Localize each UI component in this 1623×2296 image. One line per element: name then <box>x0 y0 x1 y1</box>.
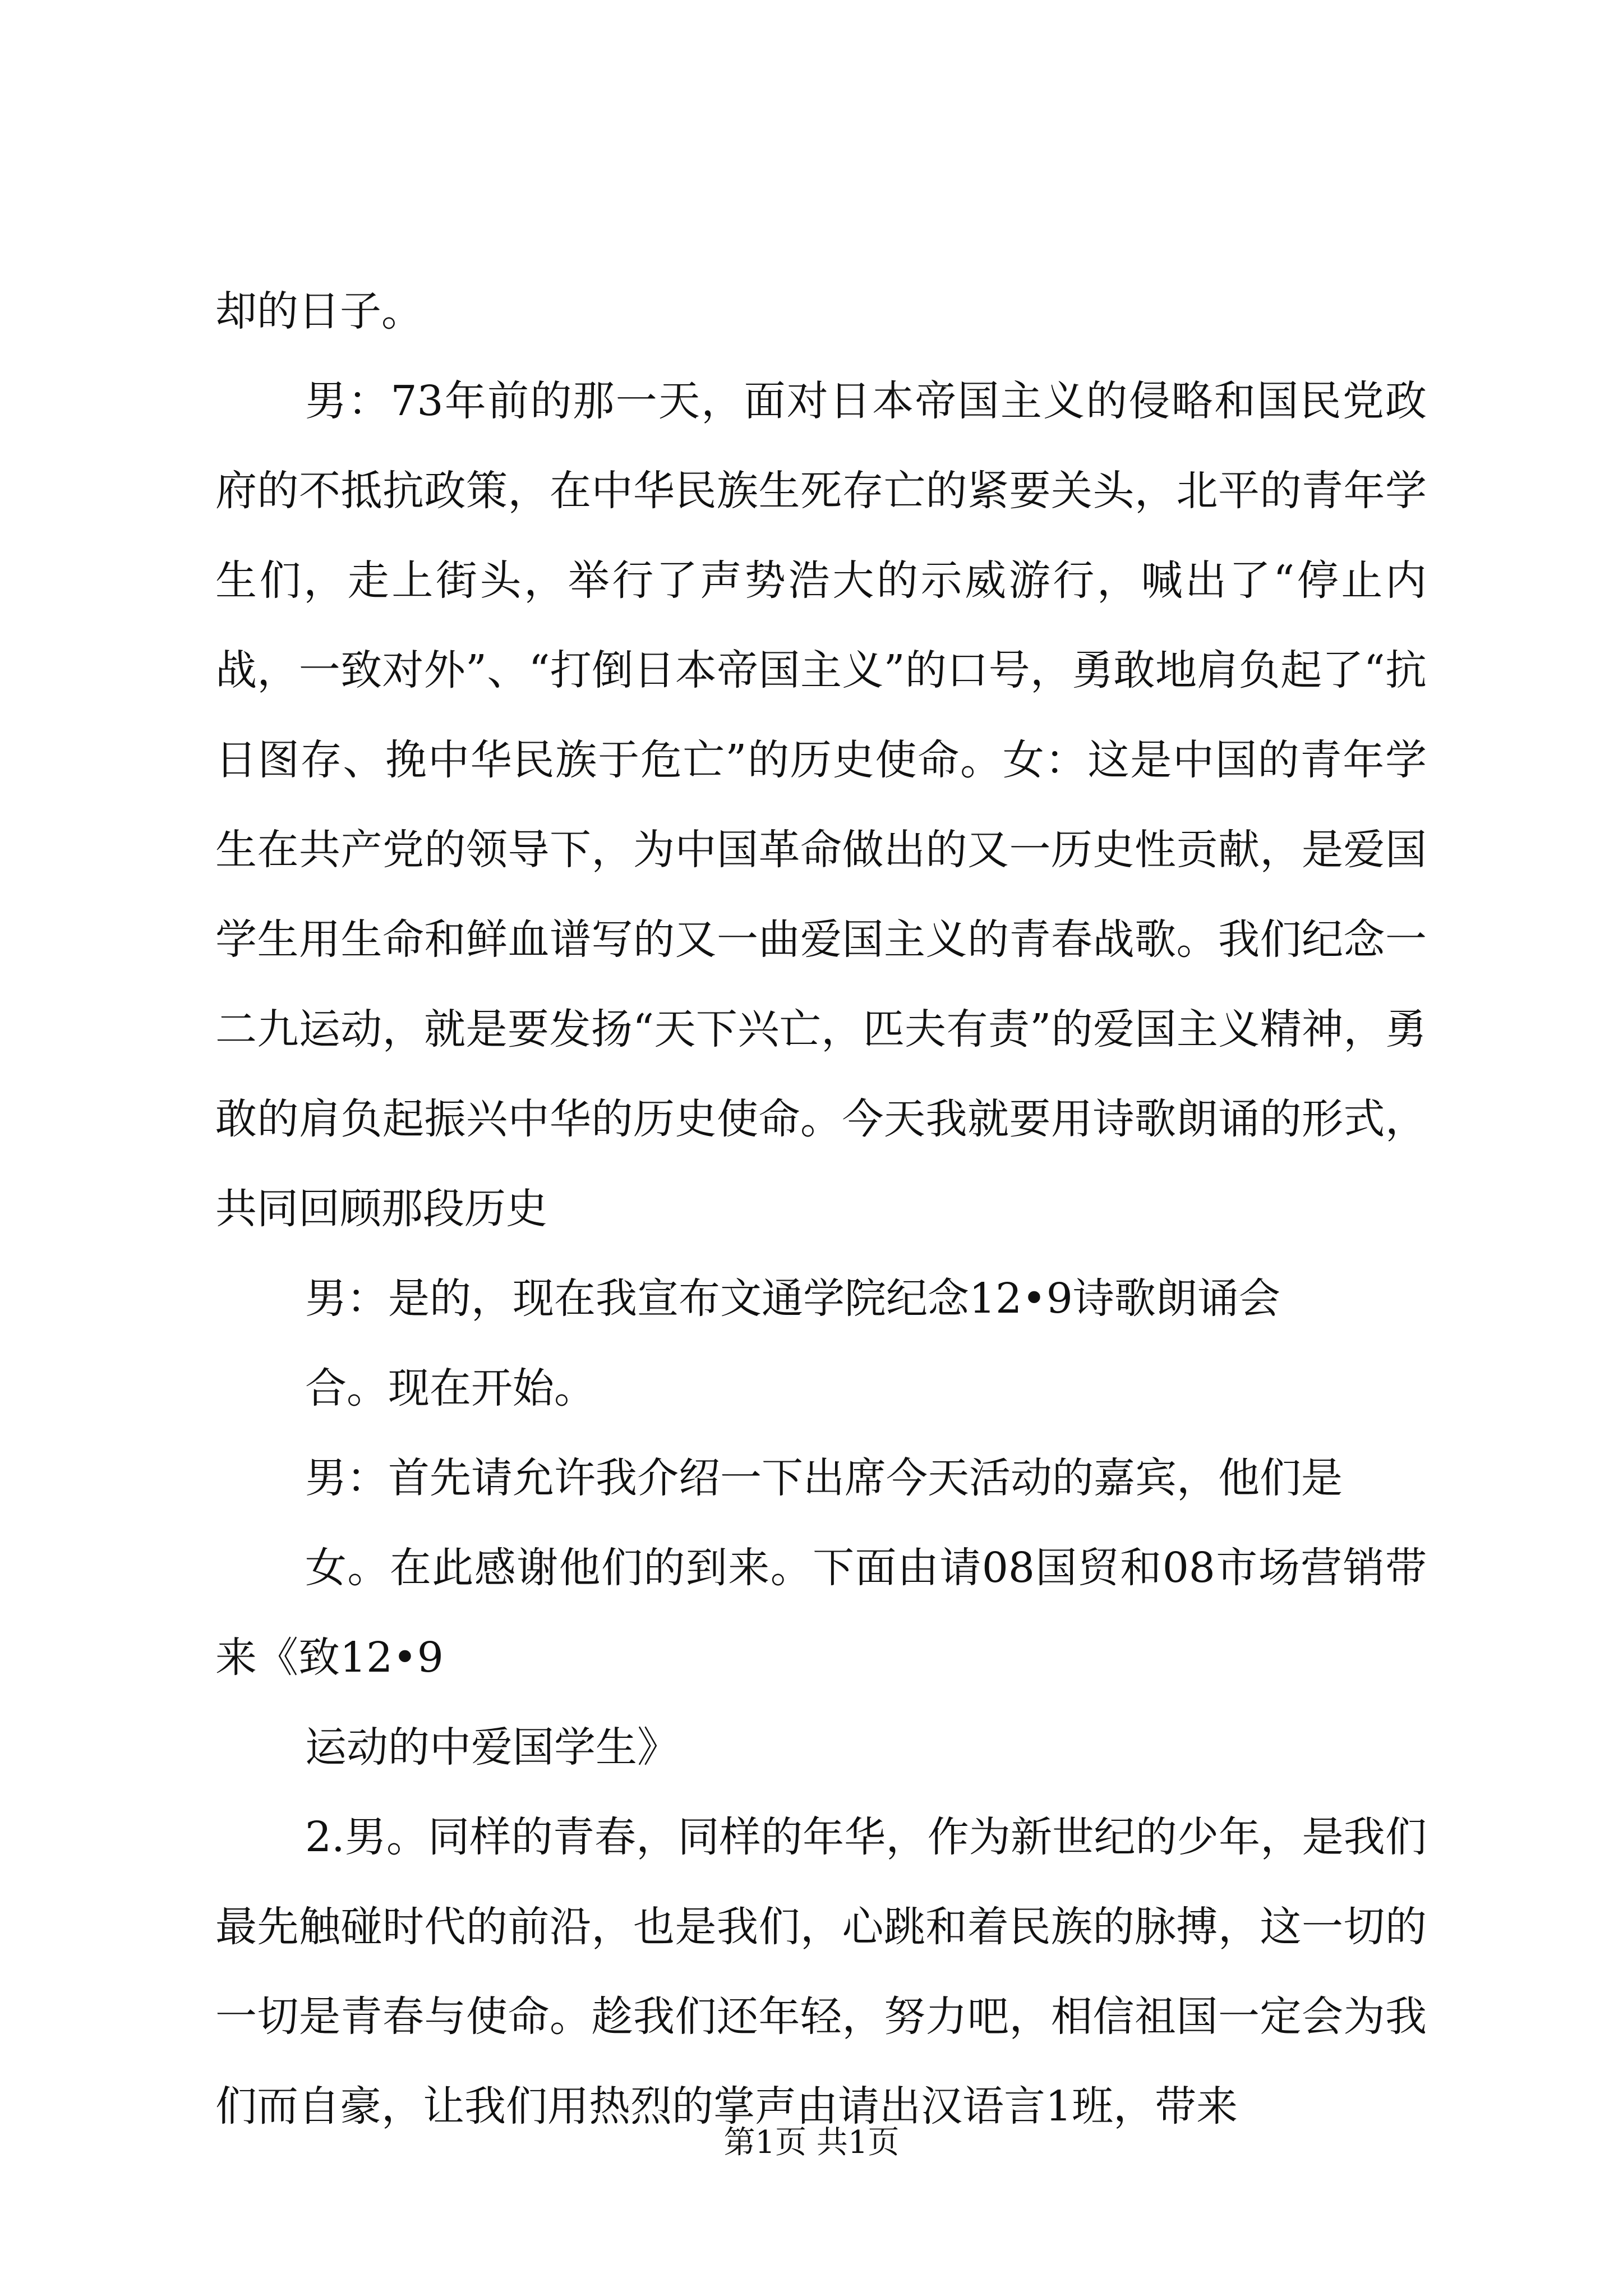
paragraph-5: 男：首先请允许我介绍一下出席今天活动的嘉宾，他们是 <box>305 1454 1343 1502</box>
paragraph-7: 运动的中爱国学生》 <box>305 1723 679 1772</box>
paragraph-2: 男：73年前的那一天，面对日本帝国主义的侵略和国民党政府的不抵抗政策，在中华民族生死存亡的紧要关头，北平的青年学生们，走上街头，举行了声势浩大的示威游行，喊出了“停止内战，一致对外”、“打倒日本帝国主义”的口号，勇敢地肩负起了“抗日图存、挽中华民族于危亡”的历史使命。女：这是中国的青年学生在共产党的领导下，为中国革命做出的又一历史性贡献，是爱国学生用生命和鲜血谱写的又一曲爱国主义的青春战歌。我们纪念一二九运动，就是要发扬“天下兴亡，匹夫有责”的爱国主义精神，勇敢的肩负起振兴中华的历史使命。今天我就要用诗歌朗诵的形式，共同回顾那段历史 <box>215 377 1427 1233</box>
paragraph-8: 2.男。同样的青春，同样的年华，作为新世纪的少年，是我们最先触碰时代的前沿，也是我们，心跳和着民族的脉搏，这一切的一切是青春与使命。趁我们还年轻，努力吧，相信祖国一定会为我们而自豪，让我们用热烈的掌声由请出汉语言1班，带来 <box>215 1813 1427 2131</box>
document-body <box>215 266 1427 2151</box>
paragraph-3: 男：是的，现在我宣布文通学院纪念12•9诗歌朗诵会 <box>305 1274 1280 1323</box>
paragraph-6: 女。在此感谢他们的到来。下面由请08国贸和08市场营销带来《致12•9 <box>215 1544 1427 1682</box>
paragraph-4: 合。现在开始。 <box>305 1364 596 1412</box>
paragraph-1: 却的日子。 <box>215 287 423 335</box>
page-footer: 第1页 共1页 <box>723 2124 900 2161</box>
